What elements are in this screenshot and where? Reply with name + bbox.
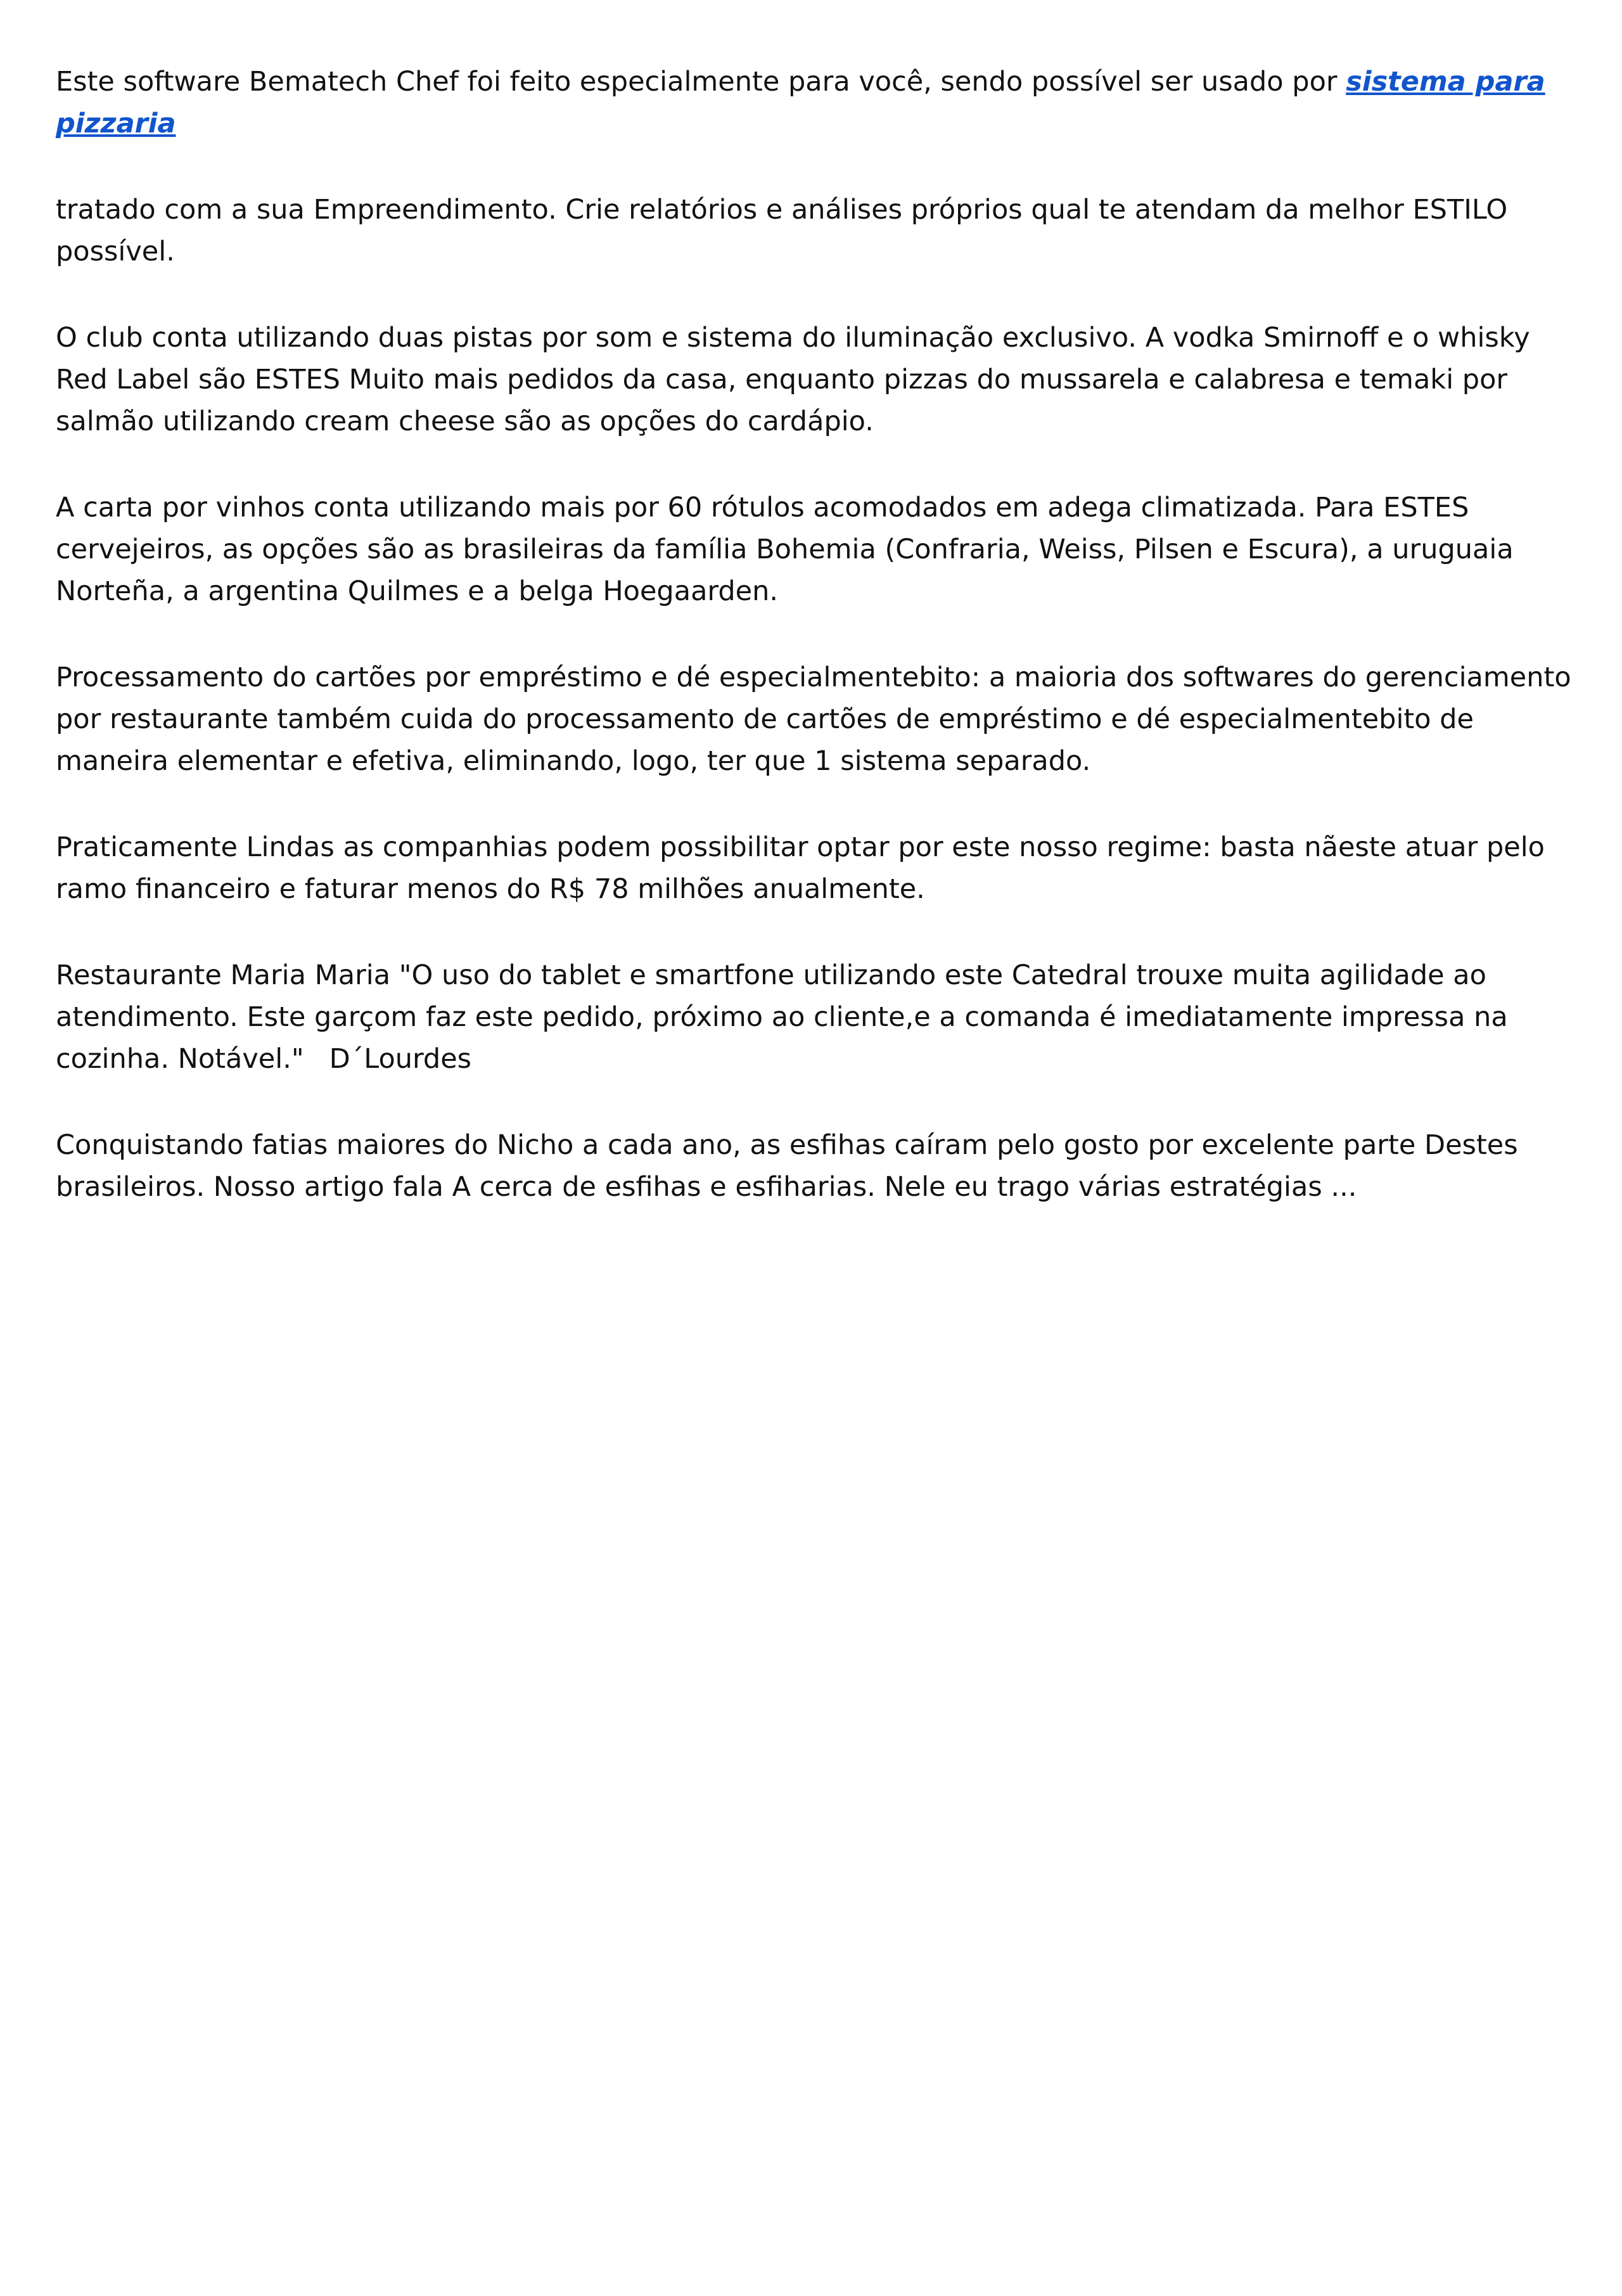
document-body [56, 61, 1589, 1252]
pizzaria-system-link[interactable]: sistema para pizzaria [56, 66, 1545, 139]
paragraph-intro-text: Este software Bematech Chef foi feito especialmente para você, sendo possível ser usado por [56, 66, 1346, 98]
paragraph-tax-regime: Praticamente Lindas as companhias podem possibilitar optar por este nosso regime: basta nãeste atuar pelo ramo financeiro e faturar menos do R$ 78 milhões anualmente. [56, 831, 1545, 905]
paragraph-reports: tratado com a sua Empreendimento. Crie relatórios e análises próprios qual te atendam da melhor ESTILO possível. [56, 194, 1508, 267]
testimonial-author: D´Lourdes [329, 1043, 472, 1075]
paragraph-club: O club conta utilizando duas pistas por som e sistema do iluminação exclusivo. A vodka Smirnoff e o whisky Red Label são ESTES Muito mais pedidos da casa, enquanto pizzas do mussarela e calabresa e temaki por salmão utilizando cream cheese são as opções do cardápio. [56, 322, 1530, 437]
paragraph-card-processing: Processamento do cartões por empréstimo e dé especialmentebito: a maioria dos softwares do gerenciamento por restaurante também cuida do processamento de cartões de empréstimo e dé especialmentebito de maneira elementar e efetiva, eliminando, logo, ter que 1 sistema separado. [56, 662, 1571, 777]
paragraph-wine-list: A carta por vinhos conta utilizando mais por 60 rótulos acomodados em adega climatizada. Para ESTES cervejeiros, as opções são as brasileiras da família Bohemia (Confraria, Weiss, Pilsen e Escura), a uruguaia Norteña, a argentina Quilmes e a belga Hoegaarden. [56, 492, 1514, 607]
paragraph-intro [56, 61, 1589, 144]
paragraph-esfihas: Conquistando fatias maiores do Nicho a cada ano, as esfihas caíram pelo gosto por excelente parte Destes brasileiros. Nosso artigo fala A cerca de esfihas e esfiharias. Nele eu trago várias estratégias ... [56, 1129, 1518, 1203]
testimonial-quote: Restaurante Maria Maria "O uso do tablet e smartfone utilizando este Catedral trouxe muita agilidade ao atendimento. Este garçom faz este pedido, próximo ao cliente,e a comanda é imediatamente impressa na cozinha. Notável." [56, 959, 1508, 1075]
paragraph-testimonial [56, 954, 1589, 1080]
